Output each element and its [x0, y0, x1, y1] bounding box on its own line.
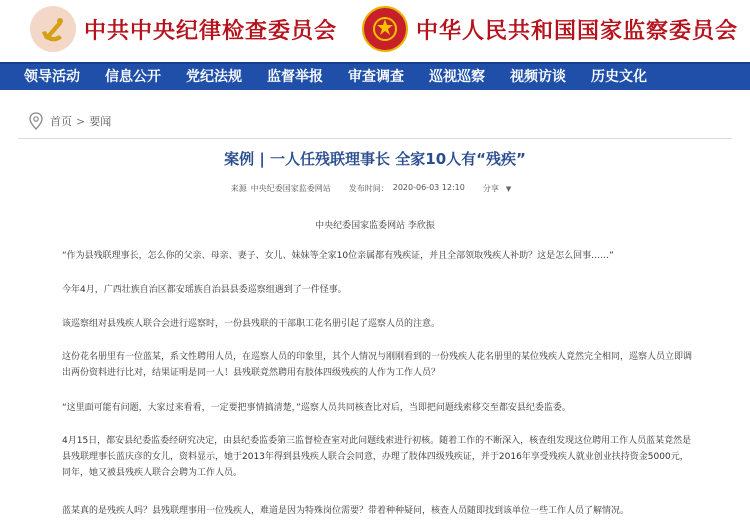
party-emblem-icon: [30, 6, 76, 52]
ccdi-logo[interactable]: [30, 6, 337, 52]
article-paragraph-3: 该巡察组对县残疾人联合会进行巡察时，一份县残联的干部职工花名册引起了巡察人员的注意。: [62, 319, 441, 329]
nav-item-history[interactable]: 历史文化: [591, 69, 647, 85]
nsc-name: 中华人民共和国国家监察委员会: [416, 17, 739, 44]
nav-item-investigation[interactable]: 审查调查: [348, 69, 404, 85]
article-byline: 中央纪委国家监委网站 李欣振: [315, 221, 435, 231]
breadcrumb-current[interactable]: 要闻: [89, 115, 112, 128]
breadcrumb-home[interactable]: 首页: [50, 115, 72, 128]
chevron-down-icon: ▼: [505, 184, 512, 193]
source-value: 中央纪委国家监委网站: [250, 184, 331, 193]
article-paragraph-1: “作为县残联理事长，怎么你的父亲、母亲、妻子、女儿、妹妹等全家10位亲属都有残疾证，并且全部领取残疾人补助？这是怎么回事……”: [62, 251, 614, 261]
site-header: [0, 0, 750, 62]
nsc-logo[interactable]: [362, 6, 738, 52]
article-meta: [0, 183, 750, 194]
article-paragraph-4: 这份花名册里有一位蓝某，系文性聘用人员，在巡察人员的印象里，其个人情况与刚刚看到的一份残疾人花名册里的某位残疾人竟然完全相同，巡察人员立即调出两份资料进行比对，结果证明是同一人！县残联竟然聘用有肢体四级残疾的人作为工作人员？: [62, 352, 692, 378]
article-paragraph-7: 蓝某真的是残疾人吗？县残联理事用一位残疾人，难道是因为特殊岗位需要？带着种种疑问，核查人员随即找到该单位一些工作人员了解情况。: [62, 506, 630, 516]
breadcrumb: [28, 112, 111, 130]
nav-item-inspection[interactable]: 巡视巡察: [429, 69, 485, 85]
published-value: 2020-06-03 12:10: [392, 183, 465, 192]
article-paragraph-6: 4月15日，都安县纪委监委经研究决定，由县纪委监委第三监督检查室对此问题线索进行初核。随着工作的不断深入，核查组发现这位聘用工作人员蓝某竟然是县残联理事长蓝庆彦的女儿，资料显示，她于2013年得到县残疾人联合会同意，办理了肢体四级残疾证，并于2016年享受残疾人就业创业扶持资金5000元，同年，她又被县残疾人联合会聘为工作人员。: [62, 436, 692, 478]
nav-item-video[interactable]: 视频访谈: [510, 69, 566, 85]
article-paragraph-2: 今年4月，广西壮族自治区都安瑶族自治县县委巡察组遇到了一件怪事。: [62, 285, 347, 295]
share-label: 分享: [482, 184, 499, 193]
nav-item-info-disclosure[interactable]: 信息公开: [105, 69, 161, 85]
breadcrumb-divider: [18, 138, 732, 139]
nav-item-leadership[interactable]: 领导活动: [24, 69, 80, 85]
location-pin-icon: [28, 112, 44, 130]
share-button[interactable]: [483, 183, 515, 194]
published-label: 发布时间：: [348, 184, 389, 193]
nav-item-report[interactable]: 监督举报: [267, 69, 323, 85]
national-emblem-icon: [362, 6, 408, 52]
source-label: 来源: [230, 184, 247, 193]
nav-item-regulations[interactable]: 党纪法规: [186, 69, 242, 85]
article-paragraph-5: “这里面可能有问题，大家过来看看，一定要把事情搞清楚，”巡察人员共同核查比对后，当即把问题线索移交至都安县纪委监委。: [62, 403, 571, 413]
breadcrumb-separator: >: [76, 114, 86, 128]
main-nav: [0, 62, 750, 90]
ccdi-name: 中共中央纪律检查委员会: [84, 17, 338, 44]
article-title: 案例 | 一人任残联理事长 全家10人有“残疾”: [224, 150, 526, 168]
